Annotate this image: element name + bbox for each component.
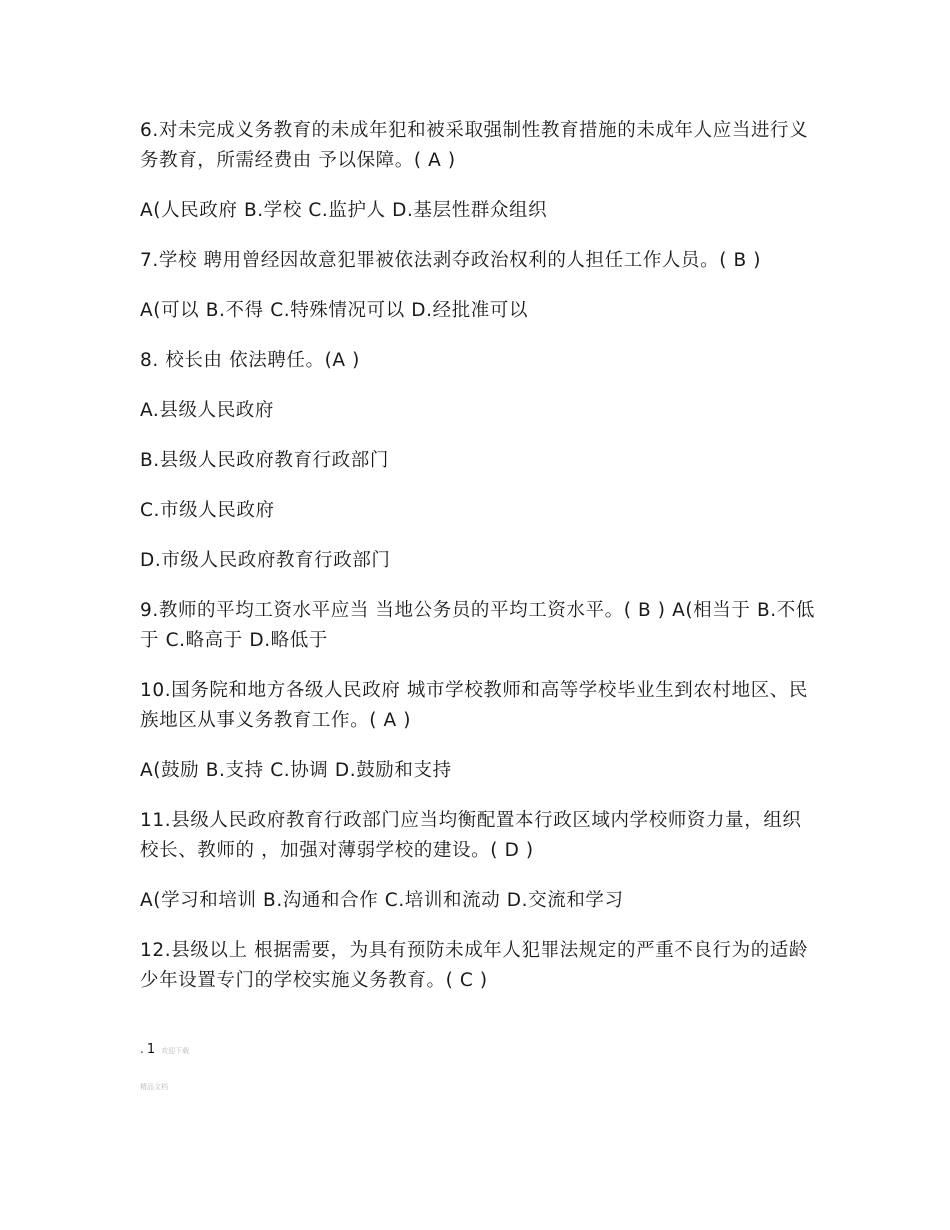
question-8: 8. 校长由 依法聘任。(A )	[140, 350, 360, 371]
question-12: 12.县级以上 根据需要，为具有预防未成年人犯罪法规定的严重不良行为的适龄少年设置专门的学校实施义务教育。( C )	[140, 940, 809, 991]
question-8-option-b: B.县级人民政府教育行政部门	[140, 450, 389, 471]
footer-download-note: 欢迎下载	[161, 1047, 190, 1055]
footer-watermark-note: 精品文档	[140, 1083, 168, 1091]
question-7: 7.学校 聘用曾经因故意犯罪被依法剥夺政治权利的人担任工作人员。( B )	[140, 250, 762, 271]
document-body	[140, 116, 816, 1016]
question-6-options: A(人民政府 B.学校 C.监护人 D.基层性群众组织	[140, 200, 548, 221]
question-8-option-a: A.县级人民政府	[140, 400, 275, 421]
page-footer	[140, 1042, 189, 1057]
page-number: 1	[146, 1042, 156, 1057]
question-9: 9.教师的平均工资水平应当 当地公务员的平均工资水平。( B ) A(相当于 B.不低于 C.略高于 D.略低于	[140, 600, 815, 651]
question-11: 11.县级人民政府教育行政部门应当均衡配置本行政区域内学校师资力量，组织校长、教师的 ，加强对薄弱学校的建设。( D )	[140, 810, 802, 861]
question-8-option-d: D.市级人民政府教育行政部门	[140, 550, 391, 571]
question-6: 6.对未完成义务教育的未成年犯和被采取强制性教育措施的未成年人应当进行义务教育，所需经费由 予以保障。( A )	[140, 120, 809, 171]
question-10-options: A(鼓励 B.支持 C.协调 D.鼓励和支持	[140, 760, 452, 781]
question-11-options: A(学习和培训 B.沟通和合作 C.培训和流动 D.交流和学习	[140, 890, 624, 911]
question-10: 10.国务院和地方各级人民政府 城市学校教师和高等学校毕业生到农村地区、民族地区从事义务教育工作。( A )	[140, 680, 809, 731]
question-8-option-c: C.市级人民政府	[140, 500, 275, 521]
question-7-options: A(可以 B.不得 C.特殊情况可以 D.经批准可以	[140, 300, 529, 321]
footer-dot: .	[140, 1042, 144, 1056]
